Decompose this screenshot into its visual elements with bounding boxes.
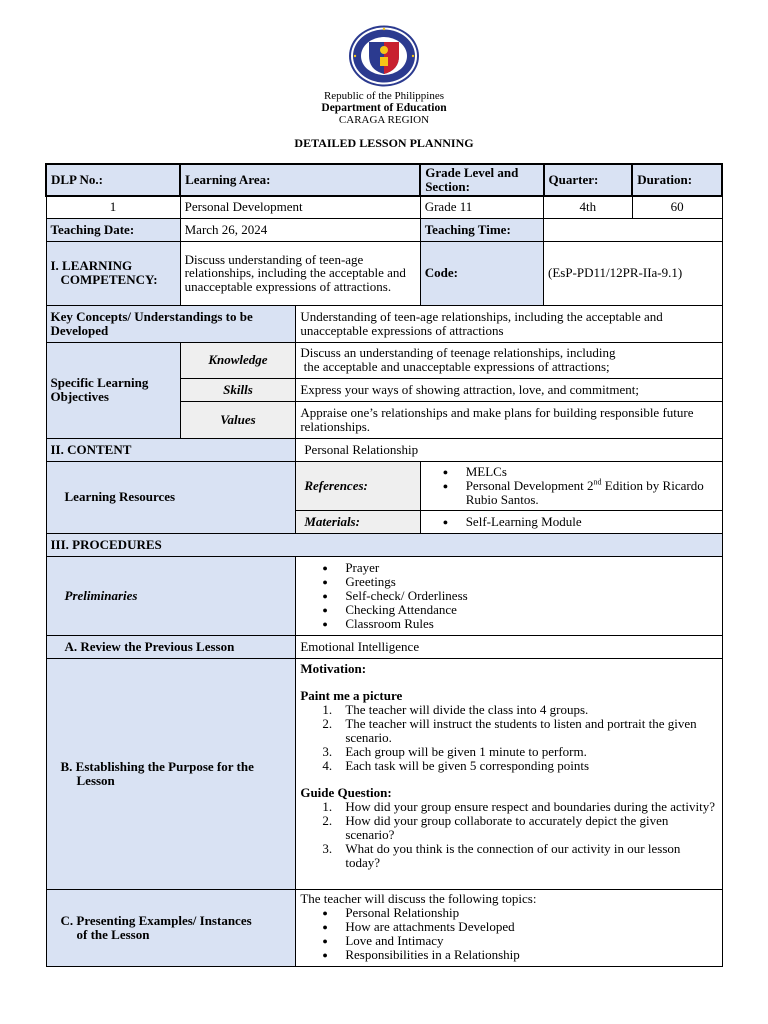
reference-item: ● MELCs [443,465,718,479]
materials-list-cell [420,510,722,533]
competency-label-line2: COMPETENCY: [60,272,158,287]
guide-question [322,842,717,870]
teaching-date-value: March 26, 2024 [180,218,420,241]
code-value: (EsP-PD11/12PR-IIa-9.1) [544,241,723,305]
materials-label: Materials: [296,510,420,533]
code-label: Code: [420,241,543,305]
item-number: 1. [322,701,333,717]
republic-text: Republic of the Philippines [323,90,445,102]
knowledge-text-line2: the acceptable and unacceptable expressions of attractions; [300,359,610,374]
preliminaries-cell [296,556,722,635]
grade-level-label: Grade Level and Section: [420,164,543,196]
examples-label-line2: of the Lesson [76,926,150,942]
item-number: 4. [322,757,333,773]
materials-list [425,515,718,529]
activity-step [322,717,717,745]
motivation-title: Motivation: [300,660,367,676]
preliminary-item: ● Checking Attendance [322,603,717,617]
purpose-row [46,658,722,889]
item-text: How did your group ensure respect and boundaries during the activity? [345,798,716,814]
item-text: Each task will be given 5 corresponding points [345,757,590,773]
preliminary-item: ● Classroom Rules [322,617,717,631]
preliminary-item: ● Prayer [322,561,717,575]
review-label: A. Review the Previous Lesson [46,635,296,658]
reference-text: Edition by Ricardo Rubio Santos. [465,477,704,507]
deped-seal-logo [347,24,421,88]
teaching-time-value [544,218,723,241]
purpose-label-line2: Lesson [76,772,115,788]
reference-text: Personal Development 2 [465,477,594,493]
references-list [425,465,718,507]
document-title: DETAILED LESSON PLANNING [294,136,474,150]
quarter-label: Quarter: [544,164,633,196]
key-concepts-row [46,305,722,342]
references-row [46,461,722,510]
learning-area-label: Learning Area: [180,164,420,196]
knowledge-label: Knowledge [180,342,296,378]
competency-label [46,241,180,305]
info-label-row [46,164,722,196]
preliminaries-label: Preliminaries [46,556,296,635]
preliminaries-list [300,561,717,631]
values-label: Values [180,401,296,438]
purpose-label [46,658,296,889]
purpose-content [296,658,722,889]
content-row [46,438,722,461]
activity-step [322,745,717,759]
topic-item: ● Responsibilities in a Relationship [322,948,717,962]
skills-text: Express your ways of showing attraction, love, and commitment; [296,378,722,401]
key-concepts-label: Key Concepts/ Understandings to be Developed [46,305,296,342]
item-text: The teacher will divide the class into 4 groups. [345,701,589,717]
activity-steps-list [300,703,717,773]
preliminary-item: ● Self-check/ Orderliness [322,589,717,603]
purpose-label-line1: B. Establishing the Purpose for the [60,758,254,774]
reference-superscript: nd [593,477,602,487]
item-number: 2. [322,812,333,828]
guide-question [322,800,717,814]
activity-step [322,759,717,773]
knowledge-text [296,342,722,378]
region-text: CARAGA REGION [338,114,430,126]
examples-label [46,889,296,966]
grade-level-value: Grade 11 [420,196,543,218]
activity-title: Paint me a picture [300,687,403,703]
key-concepts-text: Understanding of teen-age relationships, including the acceptable and unacceptable expressions of attractions [296,305,722,342]
teaching-time-label: Teaching Time: [420,218,543,241]
topic-item: ● Love and Intimacy [322,934,717,948]
knowledge-text-line1: Discuss an understanding of teenage relationships, including [300,345,616,360]
content-label: II. CONTENT [46,438,296,461]
examples-topics-list [300,906,717,962]
department-text: Department of Education [321,102,447,114]
guide-question [322,814,717,842]
values-text: Appraise one’s relationships and make plans for building responsible future relationships. [296,401,722,438]
preliminaries-row [46,556,722,635]
review-text: Emotional Intelligence [296,635,722,658]
lesson-plan-table [45,163,723,967]
info-value-row [46,196,722,218]
topic-item: ● Personal Relationship [322,906,717,920]
item-number: 3. [322,840,333,856]
dlp-no-value: 1 [46,196,180,218]
item-number: 2. [322,715,333,731]
reference-item [443,479,718,507]
references-label: References: [296,461,420,510]
examples-intro: The teacher will discuss the following topics: [300,890,537,906]
competency-label-line1: I. LEARNING [50,258,133,273]
preliminary-item: ● Greetings [322,575,717,589]
learning-area-value: Personal Development [180,196,420,218]
examples-row [46,889,722,966]
item-number: 1. [322,798,333,814]
item-text: The teacher will instruct the students to listen and portrait the given scenario. [345,715,697,745]
item-text: Each group will be given 1 minute to perform. [345,743,587,759]
learning-resources-label: Learning Resources [46,461,296,533]
procedures-header-row [46,533,722,556]
teaching-date-label: Teaching Date: [46,218,180,241]
topic-item: ● How are attachments Developed [322,920,717,934]
objectives-label: Specific Learning Objectives [46,342,180,438]
competency-row [46,241,722,305]
examples-label-line1: C. Presenting Examples/ Instances [60,912,252,928]
item-text: What do you think is the connection of our activity in our lesson today? [345,840,681,870]
teaching-date-row [46,218,722,241]
item-number: 3. [322,743,333,759]
material-item: ● Self-Learning Module [443,515,718,529]
guide-questions-list [300,800,717,870]
examples-content [296,889,722,966]
content-text: Personal Relationship [296,438,722,461]
guide-question-title: Guide Question: [300,784,392,800]
knowledge-row [46,342,722,378]
procedures-label: III. PROCEDURES [46,533,722,556]
competency-text: Discuss understanding of teen-age relationships, including the acceptable and unacceptable expressions of attractions. [180,241,420,305]
duration-label: Duration: [632,164,722,196]
item-text: How did your group collaborate to accurately depict the given scenario? [345,812,669,842]
review-row [46,635,722,658]
duration-value: 60 [632,196,722,218]
activity-step [322,703,717,717]
quarter-value: 4th [544,196,633,218]
dlp-no-label: DLP No.: [46,164,180,196]
skills-label: Skills [180,378,296,401]
references-list-cell [420,461,722,510]
